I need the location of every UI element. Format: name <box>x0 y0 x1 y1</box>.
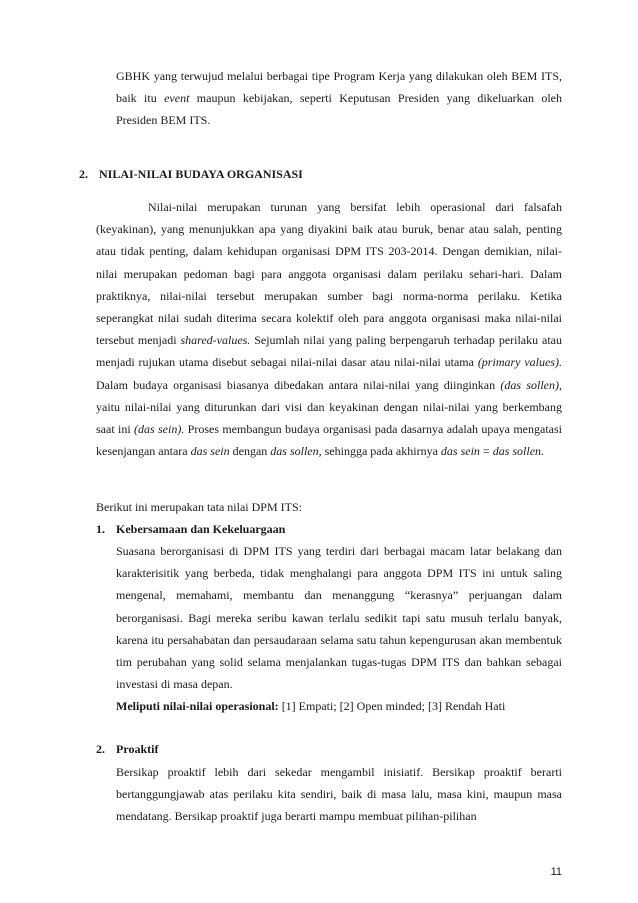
body-text-1: Nilai-nilai merupakan turunan yang bersifat lebih operasional dari falsafah (keyakinan), yang menunjukkan apa yang diyakini baik atau buruk, benar atau salah, penting atau tidak penting, dalam kehidupan organisasi DPM ITS 203-2014. Dengan demikian, nilai-nilai merupakan pedoman bagi para anggota organisasi dalam perilaku sehari-hari. Dalam praktiknya, nilai-nilai tersebut merupakan sumber bagi norma-norma perilaku. Ketika seperangkat nilai sudah diterima secara kolektif oleh para anggota organisasi maka nilai-nilai tersebut menjadi <box>96 200 562 348</box>
list-intro-text: Berikut ini merupakan tata nilai DPM ITS: <box>96 500 302 514</box>
ops-values: [1] Empati; [2] Open minded; [3] Rendah Hati <box>278 699 506 713</box>
body-italic-2: (primary values). <box>477 355 562 370</box>
list-item-number: 2. <box>96 742 105 756</box>
body-text-4: yaitu nilai-nilai yang diturunkan dari visi dan keyakinan dengan nilai-nilai yang berkembang saat ini <box>96 399 562 437</box>
list-item-title: Proaktif <box>116 742 159 756</box>
list-item-body <box>116 761 562 828</box>
body-text-2: Sejumlah nilai yang paling berpengaruh terhadap perilaku atau menjadi rujukan utama disebut sebagai nilai-nilai dasar atau nilai-nilai utama <box>96 333 563 370</box>
intro-italic-event: event <box>164 91 190 106</box>
body-text-6: dengan <box>229 444 271 459</box>
body-italic-1: shared-values. <box>180 333 251 348</box>
body-text-8: = <box>479 444 493 459</box>
body-text-5: Proses membangun budaya organisasi pada dasarnya adalah upaya mengatasi kesenjangan antara <box>96 422 562 459</box>
body-italic-7: das sein <box>440 444 480 459</box>
body-italic-4: (das sein). <box>134 422 185 437</box>
list-item-text: Suasana berorganisasi di DPM ITS yang terdiri dari berbagai macam latar belakang dan karakterisitik yang berbeda, tidak menghalangi para anggota DPM ITS ini untuk saling mengenal, memahami, membantu dan menanggung “kerasnya” perjuangan dalam berorganisasi. Bagi mereka seribu kawan terlalu sedikit tapi satu musuh terlalu banyak, karena itu persahabatan dan persaudaraan selama satu tahun kepengurusan akan membentuk tim perubahan yang solid selama menjalankan tugas-tugas DPM ITS dan bahkan sebagai investasi di masa depan. <box>116 544 562 692</box>
section-body-paragraph <box>96 196 562 462</box>
section-number: 2. <box>79 167 88 181</box>
intro-text: GBHK yang terwujud melalui berbagai tipe Program Kerja yang dilakukan oleh BEM ITS, baik itu <box>116 69 562 106</box>
list-item-operational-values <box>116 695 562 717</box>
list-item-text: Bersikap proaktif lebih dari sekedar mengambil inisiatif. Bersikap proaktif berarti bertanggungjawab atas perilaku kita sendiri, baik di masa lalu, masa kini, maupun masa mendatang. Bersikap proaktif juga berarti mampu membuat pilihan-pilihan <box>116 765 562 824</box>
intro-paragraph <box>116 65 562 132</box>
body-italic-6: das sollen, <box>270 444 322 459</box>
page-number: 11 <box>550 866 562 878</box>
body-text-3: Dalam budaya organisasi biasanya dibedakan antara nilai-nilai yang diinginkan <box>96 377 501 392</box>
body-text-7: sehingga pada akhirnya <box>321 444 441 459</box>
body-italic-5: das sein <box>190 444 230 459</box>
list-item-body <box>116 540 562 695</box>
list-item-title: Kebersamaan dan Kekeluargaan <box>116 522 286 536</box>
ops-label: Meliputi nilai-nilai operasional: <box>116 699 279 713</box>
body-italic-3: (das sollen), <box>500 377 562 392</box>
section-title: NILAI-NILAI BUDAYA ORGANISASI <box>99 167 303 181</box>
body-italic-8: das sollen. <box>492 444 545 459</box>
section-heading <box>79 163 303 185</box>
list-item-number: 1. <box>96 522 105 536</box>
list-intro <box>96 496 562 518</box>
intro-text-end: maupun kebijakan, seperti Keputusan Presiden yang dikeluarkan oleh Presiden BEM ITS. <box>116 91 563 128</box>
